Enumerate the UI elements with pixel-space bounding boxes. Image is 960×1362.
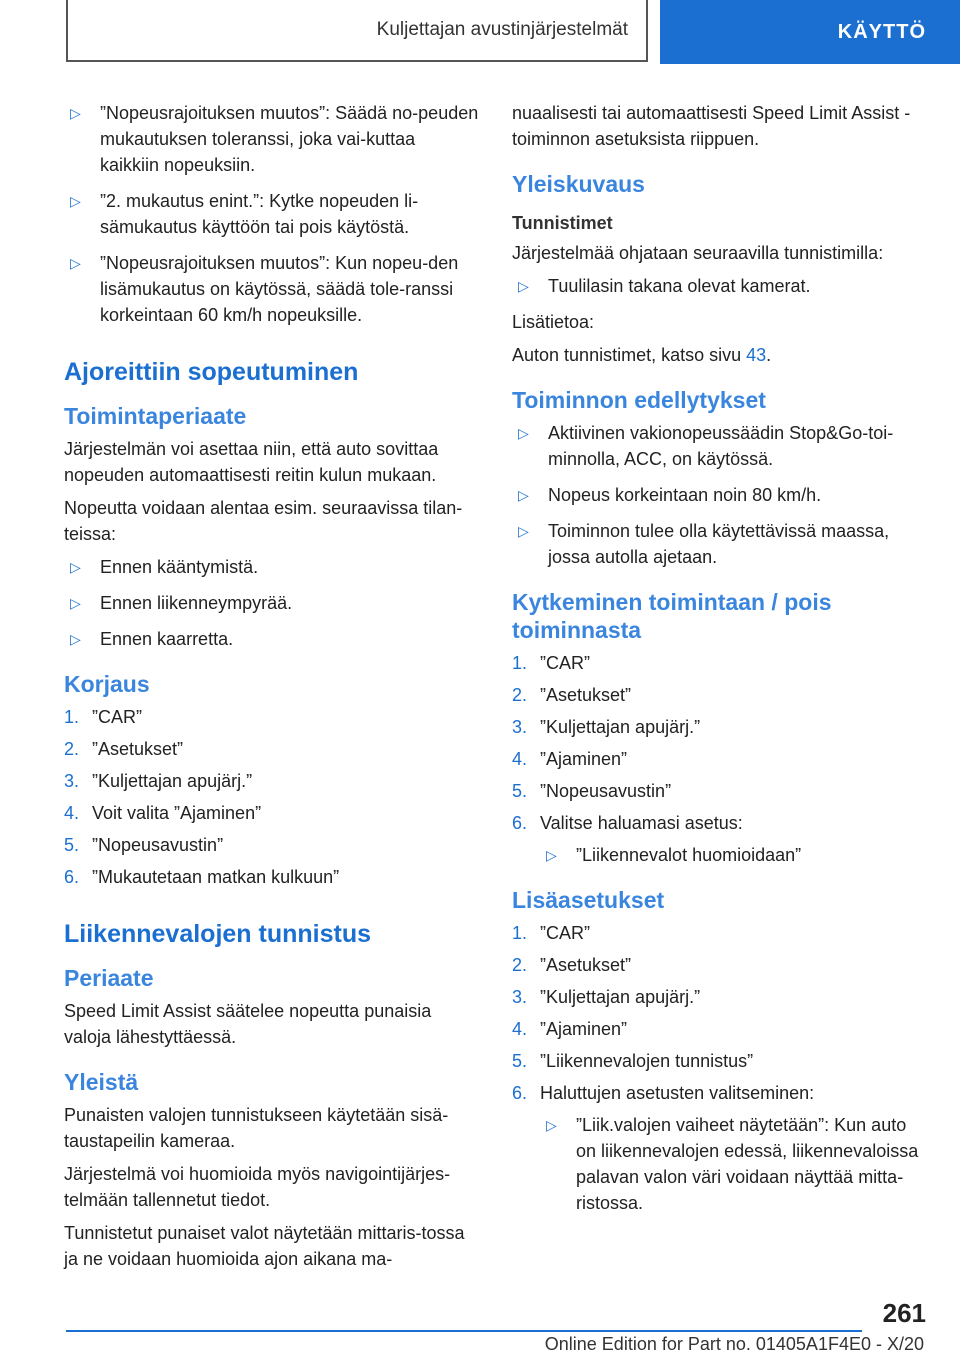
paragraph: Tunnistetut punaiset valot näytetään mittaris-tossa ja ne voidaan huomioida ajon aikana ma- (64, 1223, 465, 1269)
heading-periaate: Periaate (64, 965, 154, 991)
step-item: 5. ”Nopeusavustin” (64, 835, 224, 855)
step-item: 3. ”Kuljettajan apujärj.” (512, 987, 701, 1007)
bullet-icon: ▷ (70, 105, 81, 121)
step-item: 2. ”Asetukset” (512, 685, 632, 705)
list-item: ▷ Ennen liikenneympyrää. (64, 590, 479, 616)
heading-extra-settings: Lisäasetukset (512, 887, 665, 913)
bullet-icon: ▷ (70, 193, 81, 209)
bullet-icon: ▷ (70, 255, 81, 271)
list-item: ▷ Nopeus korkeintaan noin 80 km/h. (512, 482, 927, 508)
page-header (66, 0, 960, 64)
paragraph: Lisätietoa: (512, 312, 595, 332)
heading-correction: Korjaus (64, 671, 150, 697)
paragraph: Auton tunnistimet, katso sivu 43. (512, 345, 772, 365)
heading-overview: Yleiskuvaus (512, 171, 645, 197)
step-item: 3. ”Kuljettajan apujärj.” (512, 717, 701, 737)
step-item: 3. ”Kuljettajan apujärj.” (64, 771, 253, 791)
heading-principle: Toimintaperiaate (64, 403, 247, 429)
step-item: 5. ”Nopeusavustin” (512, 781, 672, 801)
footer-divider (66, 1330, 862, 1332)
paragraph: Järjestelmää ohjataan seuraavilla tunnistimilla: (512, 243, 884, 263)
step-item: 4. Voit valita ”Ajaminen” (64, 803, 262, 823)
chapter-tab[interactable]: KÄYTTÖ (660, 0, 960, 64)
heading-switch-on-off: Kytkeminen toimintaan / pois toiminnasta (512, 589, 832, 643)
bullet-icon: ▷ (546, 847, 557, 863)
paragraph: Punaisten valojen tunnistukseen käytetään sisä-taustapeilin kameraa. (64, 1105, 449, 1151)
section-title: Kuljettajan avustinjärjestelmät (66, 0, 648, 62)
list-item: ▷ Ennen kääntymistä. (64, 554, 479, 580)
bullet-icon: ▷ (70, 559, 81, 575)
step-item: 4. ”Ajaminen” (512, 749, 628, 769)
heading-route-adaptation: Ajoreittiin sopeutuminen (64, 358, 359, 386)
list-item: ▷ ”Nopeusrajoituksen muutos”: Kun nopeu-den lisämukautus on käytössä, säädä tole-ranssi korkeintaan 60 km/h nopeuksille. (64, 250, 479, 328)
paragraph: Järjestelmä voi huomioida myös navigointijärjes-telmään tallennetut tiedot. (64, 1164, 451, 1210)
step-item: 6. ”Mukautetaan matkan kulkuun” (64, 867, 340, 887)
right-column (512, 100, 927, 1222)
heading-sensors: Tunnistimet (512, 213, 613, 233)
footer-edition: Online Edition for Part no. 01405A1F4E0 - X/20 (544, 1334, 924, 1354)
page-link[interactable]: 43 (746, 345, 767, 365)
bullet-icon: ▷ (518, 425, 529, 441)
list-item: ▷ ”Nopeusrajoituksen muutos”: Säädä no-peuden mukautuksen toleranssi, joka vai-kuttaa kaikkiin nopeuksiin. (64, 100, 479, 178)
bullet-icon: ▷ (70, 595, 81, 611)
paragraph: nuaalisesti tai automaattisesti Speed Limit Assist -toiminnon asetuksista riippuen. (512, 103, 911, 149)
step-item: 1. ”CAR” (512, 923, 590, 943)
paragraph: Järjestelmän voi asettaa niin, että auto sovittaa nopeuden automaattisesti reitin kulun mukaan. (64, 439, 439, 485)
step-item: 5. ”Liikennevalojen tunnistus” (512, 1051, 754, 1071)
list-item: ▷ Toiminnon tulee olla käytettävissä maassa, jossa autolla ajetaan. (512, 518, 927, 570)
page-number: 261 (882, 1298, 926, 1328)
bullet-icon: ▷ (70, 631, 81, 647)
step-item: 1. ”CAR” (64, 707, 142, 727)
list-item: ▷ Ennen kaarretta. (64, 626, 479, 652)
list-item: ▷ Tuulilasin takana olevat kamerat. (512, 273, 927, 299)
bullet-icon: ▷ (546, 1117, 557, 1133)
paragraph: Speed Limit Assist säätelee nopeutta punaisia valoja lähestyttäessä. (64, 1001, 432, 1047)
step-item: 6. Valitse haluamasi asetus: (512, 813, 743, 833)
list-item: ▷ ”2. mukautus enint.”: Kytke nopeuden li-sämukautus käyttöön tai pois käytöstä. (64, 188, 479, 240)
list-item: ▷ Aktiivinen vakionopeussäädin Stop&Go-toi-minnolla, ACC, on käytössä. (512, 420, 927, 472)
heading-requirements: Toiminnon edellytykset (512, 387, 766, 413)
bullet-icon: ▷ (518, 278, 529, 294)
step-item: 6. Haluttujen asetusten valitseminen: (512, 1083, 815, 1103)
step-item: 2. ”Asetukset” (64, 739, 184, 759)
heading-traffic-light-recognition: Liikennevalojen tunnistus (64, 920, 371, 948)
step-item: 4. ”Ajaminen” (512, 1019, 628, 1039)
left-column (64, 100, 479, 1279)
heading-general: Yleistä (64, 1069, 139, 1095)
bullet-icon: ▷ (518, 487, 529, 503)
bullet-icon: ▷ (518, 523, 529, 539)
paragraph: Nopeutta voidaan alentaa esim. seuraavissa tilan-teissa: (64, 498, 463, 544)
step-item: 2. ”Asetukset” (512, 955, 632, 975)
sub-list-item: ▷ ”Liik.valojen vaiheet näytetään”: Kun auto on liikennevalojen edessä, liikennevaloissa palavan valon väri voidaan näyttää mitta-ristossa. (540, 1112, 927, 1216)
sub-list-item: ▷ ”Liikennevalot huomioidaan” (540, 842, 927, 868)
step-item: 1. ”CAR” (512, 653, 590, 673)
